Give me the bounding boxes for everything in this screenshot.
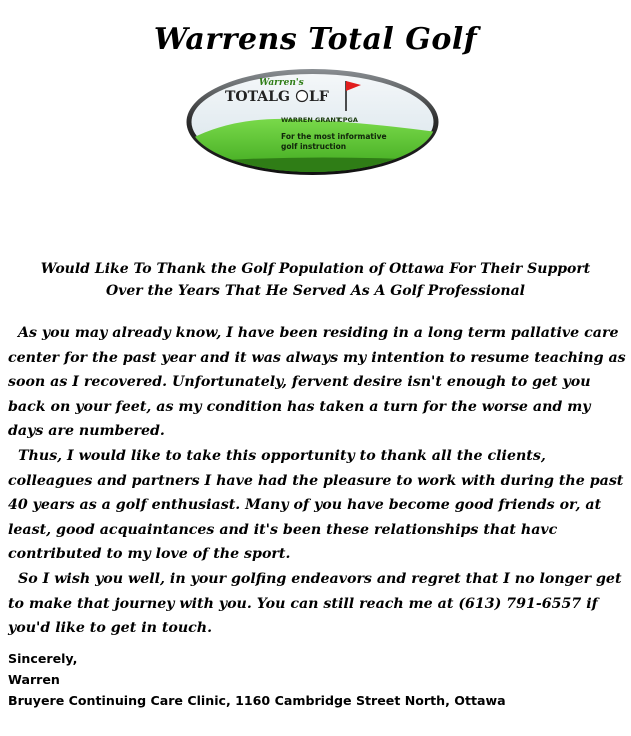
letter-body [8, 321, 628, 641]
headline-line-2: Over the Years That He Served As A Golf Professional [106, 283, 525, 299]
letter-paragraph-3: So I wish you well, in your golfing endeavors and regret that I no longer get to make that journey with you. You can still reach me at (613) 791-6557 if you'd like to get in touch. [8, 570, 622, 637]
logo-wordmark-left: TOTALG [225, 89, 290, 105]
headline-line-1: Would Like To Thank the Golf Population of Ottawa For Their Support [40, 261, 591, 277]
headline [0, 258, 631, 302]
logo-graphic [185, 67, 440, 177]
signoff-block [8, 648, 628, 711]
logo-tagline-line2: golf instruction [281, 142, 347, 151]
logo-script-text: Warren's [259, 78, 304, 88]
logo-name-left: WARREN GRANT [281, 116, 341, 124]
warrens-total-golf-logo [185, 67, 440, 177]
logo-tagline-line1: For the most informative [281, 132, 387, 141]
signoff-closing: Sincerely, [8, 651, 78, 666]
logo-name-right: CPGA [338, 116, 358, 124]
letter-paragraph-1: As you may already know, I have been residing in a long term pallative care center for the past year and it was always my intention to resume teaching as soon as I recovered. Unfortunately, fervent desire isn't enough to get you back on your feet, as my condition has taken a turn for the worse and my days are numbered. [8, 325, 626, 440]
logo-wordmark-right: LF [309, 89, 329, 105]
golf-ball-icon [297, 91, 308, 102]
signoff-name: Warren [8, 672, 60, 687]
page-title: Warrens Total Golf [153, 22, 478, 57]
signoff-address: Bruyere Continuing Care Clinic, 1160 Cambridge Street North, Ottawa [8, 693, 506, 708]
letter-paragraph-2: Thus, I would like to take this opportunity to thank all the clients, colleagues and partners I have had the pleasure to work with during the past 40 years as a golf enthusiast. Many of you have become good friends or, at least, good acquaintances and it's been these relationships that havc contributed to my love of the sport. [8, 447, 624, 563]
